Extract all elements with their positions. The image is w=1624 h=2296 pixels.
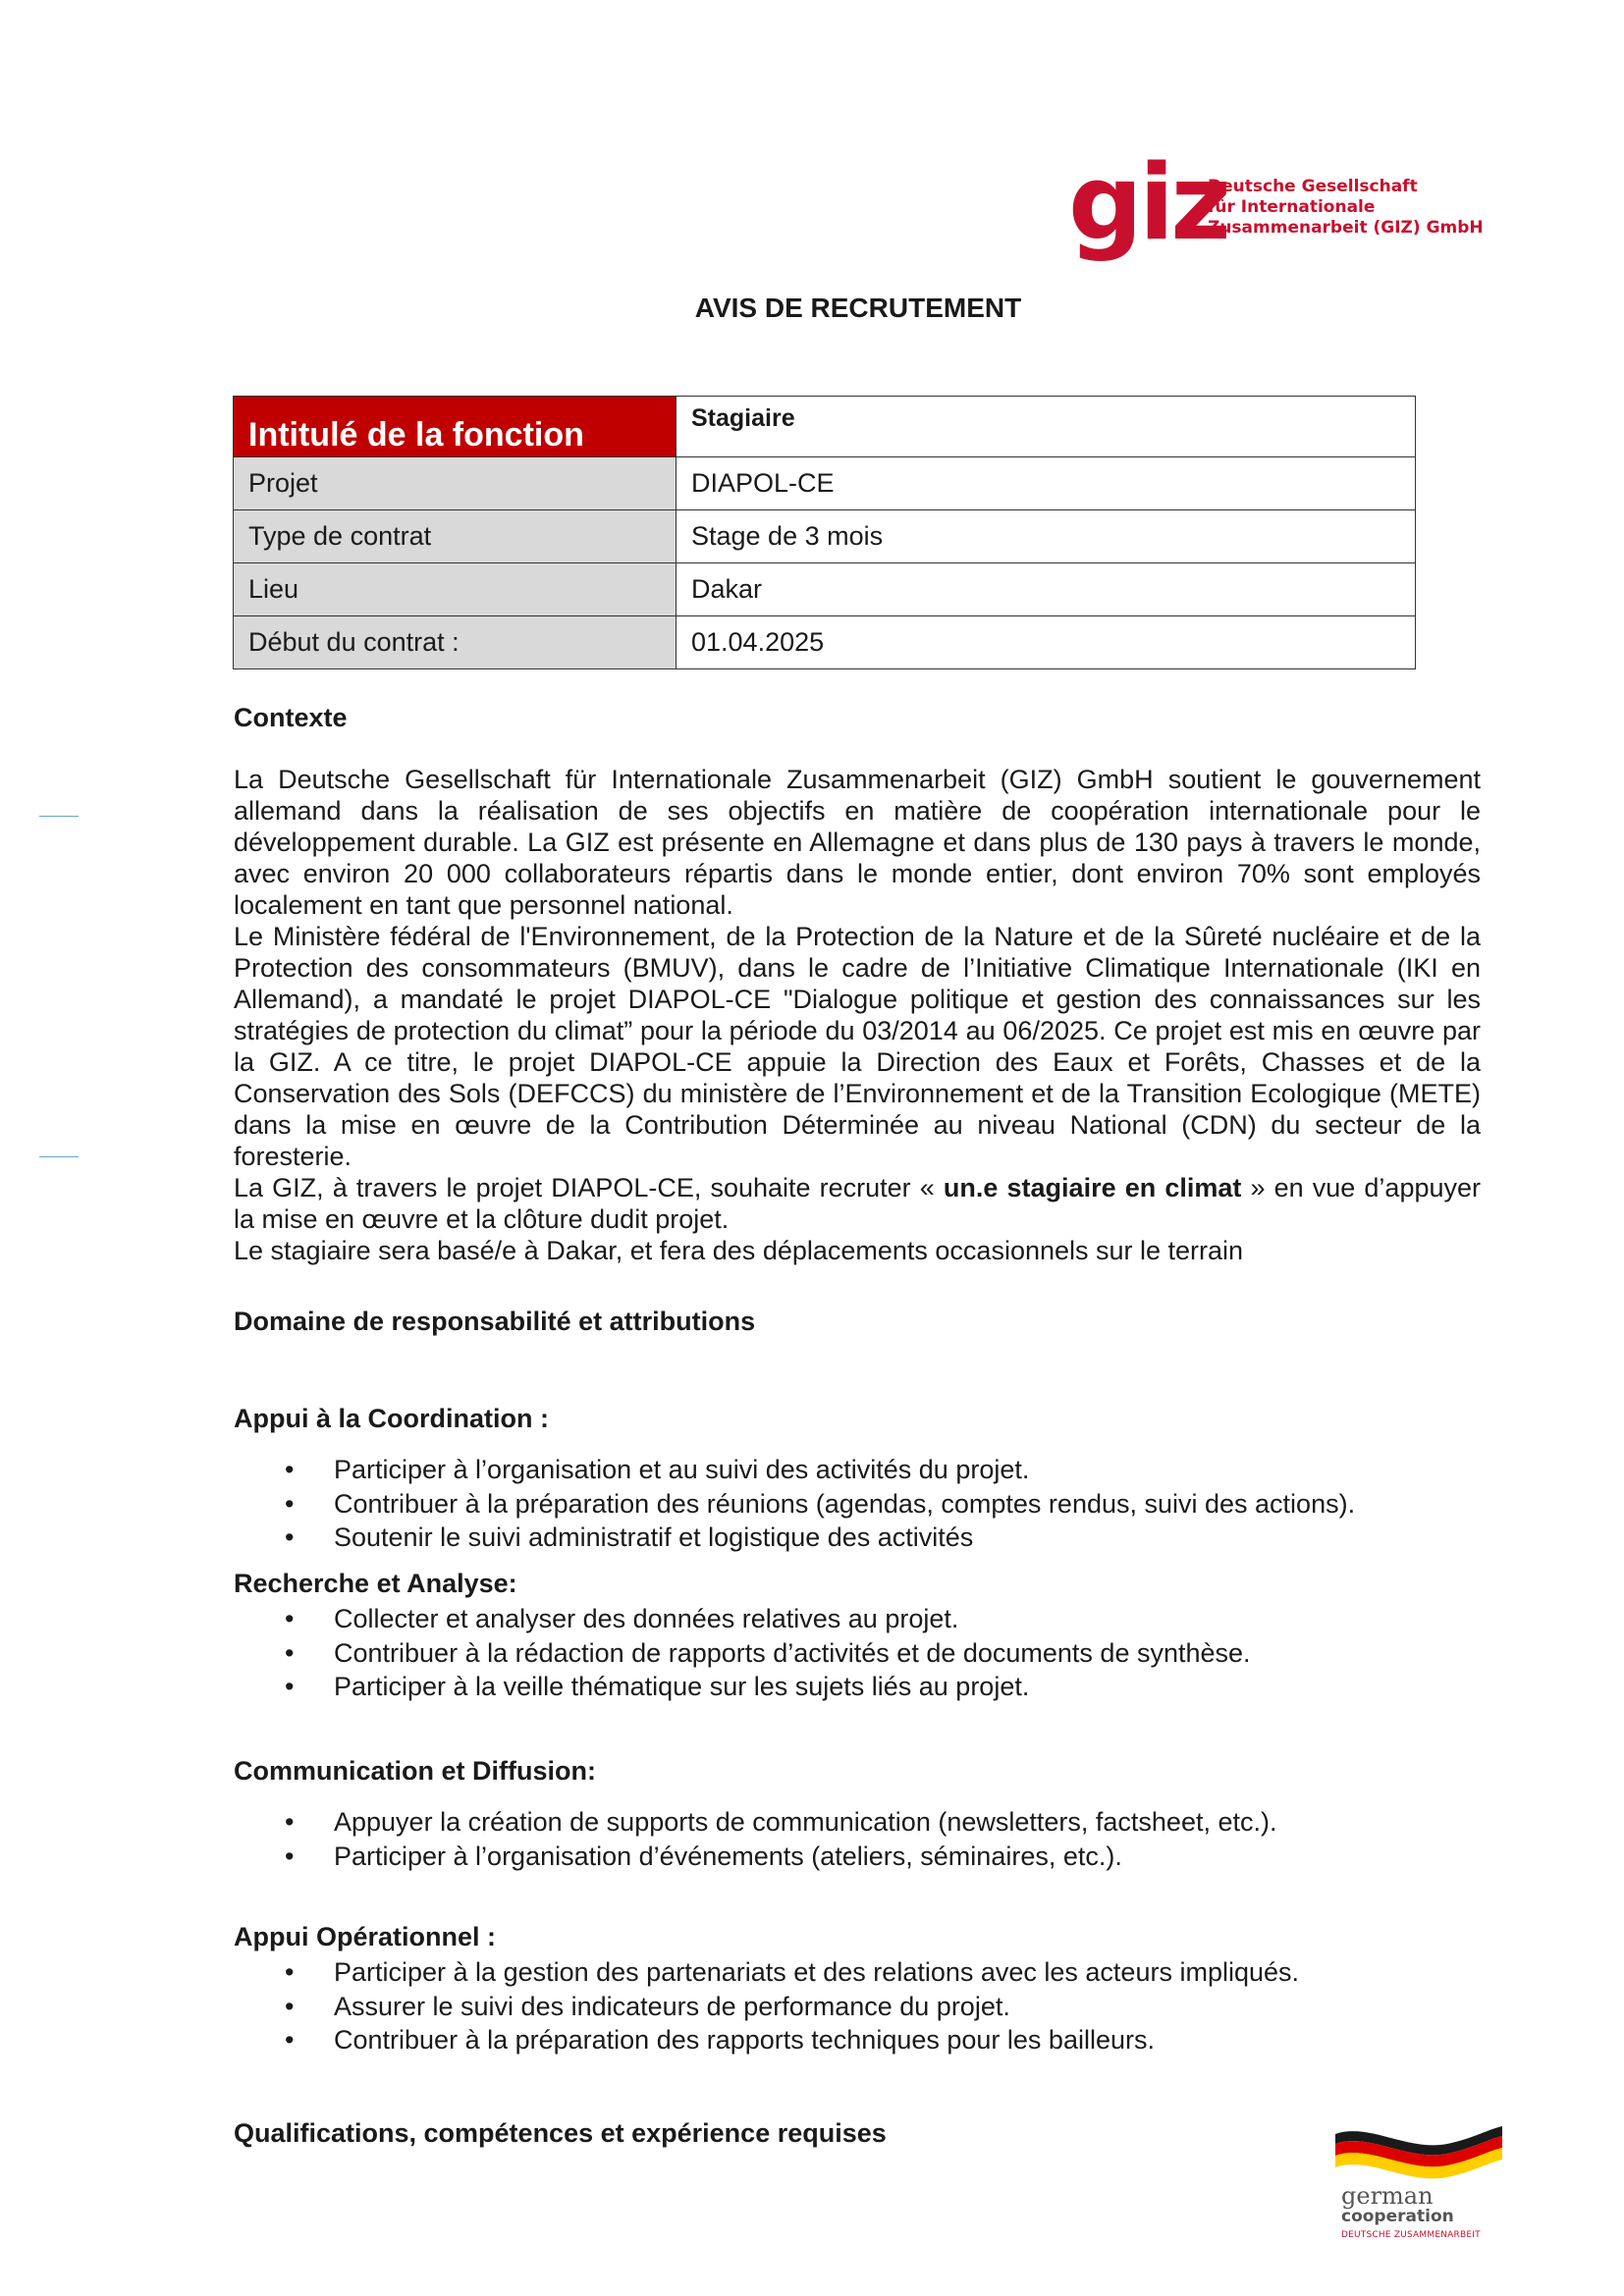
paragraph [234,1172,1481,1235]
table-label: Intitulé de la fonction [234,397,677,457]
giz-logo-word: giz [1068,142,1227,263]
section-heading-domaine: Domaine de responsabilité et attributions [234,1307,756,1336]
paragraph: Le Ministère fédéral de l'Environnement, de la Protection de la Nature et de la Sûreté nucléaire et de la Protection des consommateurs (BMUV), dans le cadre de l’Initiative Climatique Internationale (IKI en Allemand), a mandaté le projet DIAPOL-CE "Dialogue politique et gestion des connaissances sur les stratégies de protection du climat” pour la période du 03/2014 au 06/2025. Ce projet est mis en œuvre par la GIZ. A ce titre, le projet DIAPOL-CE appuie la Direction des Eaux et Forêts, Chasses et de la Conservation des Sols (DEFCCS) du ministère de l’Environnement et de la Transition Ecologique (METE) dans la mise en œuvre de la Contribution Déterminée au niveau National (CDN) du secteur de la foresterie. [234,922,1481,1171]
subsection-heading: Appui à la Coordination : [234,1404,549,1433]
subsection-heading: Appui Opérationnel : [234,1922,496,1951]
section-heading-contexte: Contexte [234,703,348,732]
text-span: La GIZ, à travers le projet DIAPOL-CE, souhaite recruter « [234,1173,944,1202]
list-item: • Contribuer à la préparation des rapports techniques pour les bailleurs. [234,2023,1299,2057]
contexte-text [234,764,1481,1266]
cooperation-logo-text: cooperation [1341,2207,1454,2226]
table-label: Début du contrat : [234,616,677,669]
giz-logo [1068,142,1484,263]
giz-logo-line: für Internationale [1208,197,1376,217]
table-value: Stagiaire [677,397,1416,457]
german-logo-text: german [1341,2182,1434,2210]
table-value: Dakar [677,563,1416,616]
list-item: • Participer à la veille thématique sur les sujets liés au projet. [234,1670,1251,1704]
job-info-table [233,396,1416,669]
subsection-heading: Recherche et Analyse: [234,1569,517,1598]
table-label: Projet [234,457,677,510]
paragraph: Le stagiaire sera basé/e à Dakar, et fera des déplacements occasionnels sur le terrain [234,1236,1244,1265]
table-label: Lieu [234,563,677,616]
giz-logo-line: Deutsche Gesellschaft [1208,177,1418,196]
margin-mark [39,1156,79,1157]
bold-text: un.e stagiaire en climat [943,1173,1242,1202]
list-item: • Contribuer à la rédaction de rapports d’activités et de documents de synthèse. [234,1636,1251,1671]
german-cooperation-logo [1329,2122,1516,2252]
list-item: • Participer à l’organisation d’événements (ateliers, séminaires, etc.). [234,1840,1276,1874]
bullet-list [234,1453,1355,1555]
flag-wave-icon [1329,2122,1506,2187]
list-item: • Contribuer à la préparation des réunions (agendas, comptes rendus, suivi des actions). [234,1487,1355,1522]
table-row [234,457,1416,510]
section-heading-qualifications: Qualifications, compétences et expérience requises [234,2118,887,2148]
table-value: 01.04.2025 [677,616,1416,669]
giz-logo-line: Zusammenarbeit (GIZ) GmbH [1208,218,1484,238]
page-title: AVIS DE RECRUTEMENT [694,293,1022,323]
list-item: • Soutenir le suivi administratif et logistique des activités [234,1521,1355,1555]
paragraph: La Deutsche Gesellschaft für Internationale Zusammenarbeit (GIZ) GmbH soutient le gouvernement allemand dans la réalisation de ses objectifs en matière de coopération internationale pour le développement durable. La GIZ est présente en Allemagne et dans plus de 130 pays à travers le monde, avec environ 20 000 collaborateurs répartis dans le monde entier, dont environ 70% sont employés localement en tant que personnel national. [234,765,1481,920]
table-row [234,563,1416,616]
bullet-list [234,1805,1276,1873]
text-span: » en vue d’appuyer la mise en œuvre et la clôture dudit projet. [234,1173,1481,1234]
table-value: Stage de 3 mois [677,510,1416,563]
table-row [234,616,1416,669]
margin-mark [39,816,79,817]
subsection-heading: Communication et Diffusion: [234,1756,596,1786]
list-item: • Collecter et analyser des données relatives au projet. [234,1602,1251,1636]
list-item: • Participer à la gestion des partenariats et des relations avec les acteurs impliqués. [234,1955,1299,1990]
bullet-list [234,1602,1251,1704]
table-row [234,510,1416,563]
deutsche-zusammenarbeit-text: DEUTSCHE ZUSAMMENARBEIT [1341,2230,1481,2240]
table-label: Type de contrat [234,510,677,563]
list-item: • Participer à l’organisation et au suivi des activités du projet. [234,1453,1355,1487]
list-item: • Assurer le suivi des indicateurs de performance du projet. [234,1990,1299,2024]
bullet-list [234,1955,1299,2057]
list-item: • Appuyer la création de supports de communication (newsletters, factsheet, etc.). [234,1805,1276,1840]
table-value: DIAPOL-CE [677,457,1416,510]
table-row [234,397,1416,457]
giz-logo-text [1208,177,1484,239]
